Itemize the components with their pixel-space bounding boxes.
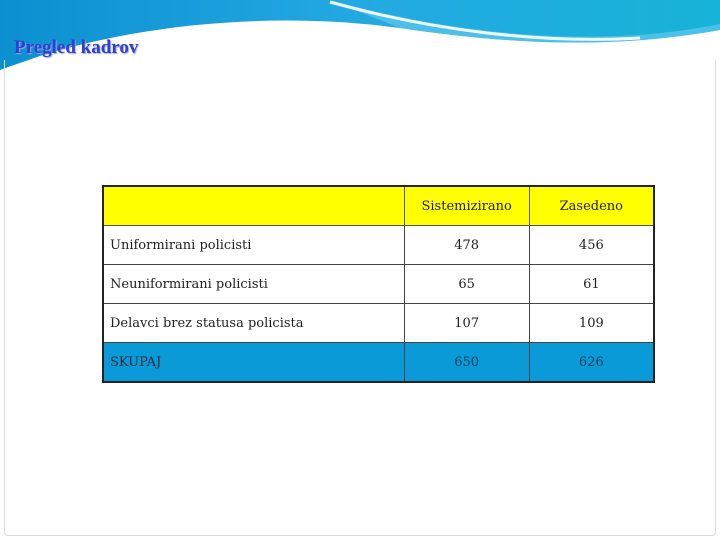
total-zasedeno: 626: [529, 343, 654, 383]
table-row: [103, 265, 654, 304]
row-label: Neuniformirani policisti: [103, 265, 404, 304]
row-label: Uniformirani policisti: [103, 226, 404, 265]
total-sistemizirano: 650: [404, 343, 529, 383]
row-sistemizirano: 65: [404, 265, 529, 304]
row-zasedeno: 456: [529, 226, 654, 265]
header-cell-zasedeno: Zasedeno: [529, 186, 654, 226]
table-row: [103, 226, 654, 265]
slide-title: Pregled kadrov: [14, 37, 139, 58]
table-row: [103, 304, 654, 343]
row-label: Delavci brez statusa policista: [103, 304, 404, 343]
total-label: SKUPAJ: [103, 343, 404, 383]
table-total-row: [103, 343, 654, 383]
staff-overview-table: [102, 185, 655, 383]
row-sistemizirano: 478: [404, 226, 529, 265]
row-zasedeno: 61: [529, 265, 654, 304]
row-sistemizirano: 107: [404, 304, 529, 343]
table-header-row: [103, 186, 654, 226]
row-zasedeno: 109: [529, 304, 654, 343]
header-cell-sistemizirano: Sistemizirano: [404, 186, 529, 226]
header-cell-empty: [103, 186, 404, 226]
